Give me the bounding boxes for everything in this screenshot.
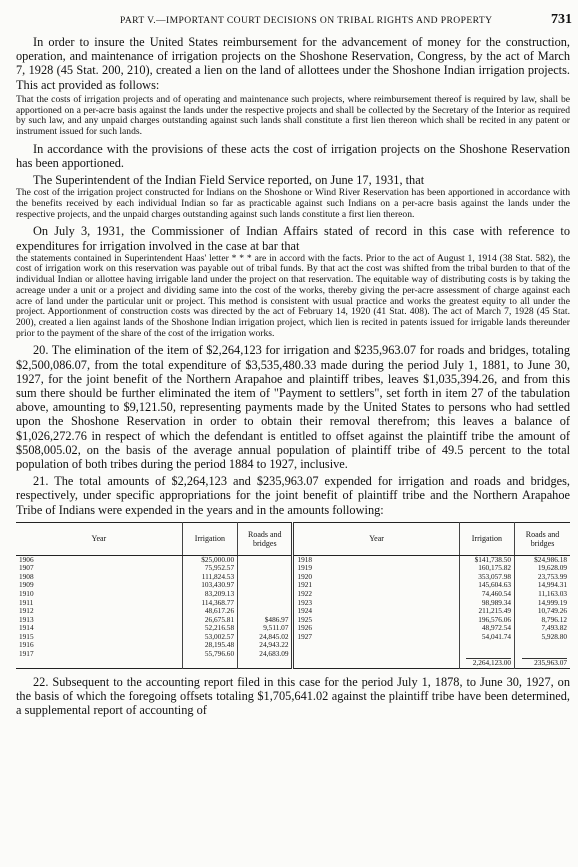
roads-cell: 5,928.80 — [515, 633, 570, 642]
irrigation-cell: 98,989.34 — [459, 599, 514, 608]
col-header-irrigation: Irrigation — [182, 522, 237, 555]
quote-superintendent: The cost of the irrigation project constructed for Indians on the Shoshone or Wind River Reservation has been apportioned in accordance with the benefits received by each individual Indian so far as practicable against such Indians on a per-acre basis against the lands under the respective projects, and the unpaid charges outstanding against such lands constitute a first lien thereon. — [16, 187, 570, 220]
year-cell: 1908 — [19, 571, 34, 581]
total-roads: 235,963.07 — [522, 658, 567, 668]
year-cell: 1917 — [19, 648, 34, 658]
irrigation-cell: 103,430.97 — [182, 581, 237, 590]
year-cell: 1923 — [293, 599, 459, 608]
roads-cell: 24,845.02 — [238, 633, 293, 642]
irrigation-cell: 75,952.57 — [182, 564, 237, 573]
irrigation-cell: 111,824.53 — [182, 573, 237, 582]
year-cell: 1926 — [293, 624, 459, 633]
irrigation-cell: 54,041.74 — [459, 633, 514, 642]
finding-20: 20. The elimination of the item of $2,264,123 for irrigation and $235,963.07 for roads and bridges, totaling $2,500,086.07, from the total expenditure of $3,535,480.33 made during the period July 1, 1881, to June 30, 1927, for the joint benefit of the Northern Arapahoe and plaintiff tribes, leaves $1,035,394.26, and from this sum there should be further eliminated the item of "Payment to settlers", set forth in item 27 of the tabulation above, amounting to $9,121.50, representing payments made by the United States to persons who had settled upon the Shoshone Reservation in order to obtain their removal therefrom; this leaves a balance of $1,026,272.76 in respect of which the defendant is entitled to offset against the plaintiff tribe the amount of $508,005.02, on the basis of the average annual population of plaintiff tribe of 49.5 percent to the total population of both tribes during the period 1884 to 1927, inclusive. — [16, 343, 570, 471]
roads-cell — [238, 581, 293, 590]
roads-cell — [515, 641, 570, 650]
irrigation-cell: 53,002.57 — [182, 633, 237, 642]
year-cell: 1919 — [293, 564, 459, 573]
roads-cell: 19,628.09 — [515, 564, 570, 573]
col-header-roads: Roads and bridges — [515, 522, 570, 555]
table-row — [16, 641, 570, 650]
roads-cell — [238, 555, 293, 564]
roads-cell: 24,683.09 — [238, 650, 293, 659]
year-cell: 1912 — [19, 606, 34, 616]
roads-cell — [515, 650, 570, 659]
table-header-row — [16, 522, 570, 555]
roads-cell — [238, 573, 293, 582]
year-cell: 1922 — [293, 590, 459, 599]
year-cell: 1924 — [293, 607, 459, 616]
table-body — [16, 555, 570, 668]
irrigation-cell: 55,796.60 — [182, 650, 237, 659]
irrigation-cell: 52,216.58 — [182, 624, 237, 633]
irrigation-cell: 83,209.13 — [182, 590, 237, 599]
roads-cell: 23,753.99 — [515, 573, 570, 582]
roads-cell: 24,943.22 — [238, 641, 293, 650]
empty-cell — [16, 658, 182, 668]
table-total-row — [16, 658, 570, 668]
col-header-year: Year — [293, 522, 459, 555]
year-cell: 1913 — [19, 614, 34, 624]
year-cell: 1907 — [19, 563, 34, 573]
irrigation-cell: 114,368.77 — [182, 599, 237, 608]
irrigation-cell: 28,195.48 — [182, 641, 237, 650]
expenditure-table — [16, 522, 570, 669]
table-row — [16, 633, 570, 642]
roads-cell: $24,986.18 — [515, 555, 570, 564]
paragraph-lien-act: In order to insure the United States reimbursement for the advancement of money for the construction, operation, and maintenance of irrigation projects on the Shoshone Reservation, Congress, by the act of March 7, 1928 (45 Stat. 200, 210), created a lien on the land of allottees under the Shoshone Indian irrigation projects. This act provided as follows: — [16, 35, 570, 92]
total-roads-cell — [515, 658, 570, 668]
finding-22: 22. Subsequent to the accounting report filed in this case for the period July 1, 1878, to June 30, 1927, on the basis of which the foregoing offsets totaling $1,705,641.02 against the plaintiff tribe have been determined, a supplemental report of accounting of — [16, 674, 570, 718]
paragraph-superintendent: The Superintendent of the Indian Field Service reported, on June 17, 1931, that — [33, 173, 425, 188]
total-irrigation: 2,264,123.00 — [466, 658, 511, 668]
irrigation-cell: 353,057.98 — [459, 573, 514, 582]
total-irrigation-cell — [459, 658, 514, 668]
roads-cell — [238, 599, 293, 608]
irrigation-cell — [459, 641, 514, 650]
col-header-roads: Roads and bridges — [238, 522, 293, 555]
empty-cell — [182, 658, 237, 668]
irrigation-cell: 74,460.54 — [459, 590, 514, 599]
roads-cell: 9,511.07 — [238, 624, 293, 633]
roads-cell: 10,749.26 — [515, 607, 570, 616]
year-cell: 1910 — [19, 589, 34, 598]
year-cell — [293, 641, 459, 650]
year-cell — [293, 650, 459, 659]
page-body — [16, 35, 570, 721]
roads-cell — [238, 590, 293, 599]
quote-act-text: That the costs of irrigation projects and of operating and maintenance such projects, where reimbursement thereof is required by law, shall be apportioned on a per-acre basis against the lands under the respective projects and shall be collected by the Secretary of the Interior as required by such law, and any unpaid charges outstanding against such lands shall constitute a first lien thereon which shall be recited in any patent or instrument issued for such lands. — [16, 93, 570, 137]
irrigation-cell — [459, 650, 514, 659]
roads-cell: 11,163.03 — [515, 590, 570, 599]
paragraph-commissioner: On July 3, 1931, the Commissioner of Indian Affairs stated of record in this case with reference to expenditures for irrigation involved in the case at bar that — [16, 224, 570, 253]
year-cell: 1925 — [293, 616, 459, 625]
page-number: 731 — [551, 12, 572, 27]
empty-cell — [293, 658, 459, 668]
year-cell: 1915 — [19, 631, 34, 641]
year-cell: 1911 — [19, 597, 34, 607]
roads-cell: $486.97 — [238, 616, 293, 625]
irrigation-cell: $25,000.00 — [182, 555, 237, 564]
year-cell: 1909 — [19, 580, 34, 590]
irrigation-cell: 48,972.54 — [459, 624, 514, 633]
irrigation-cell: 26,675.81 — [182, 616, 237, 625]
irrigation-cell: 48,617.26 — [182, 607, 237, 616]
col-header-irrigation: Irrigation — [459, 522, 514, 555]
irrigation-cell: 211,215.49 — [459, 607, 514, 616]
paragraph-apportioned: In accordance with the provisions of these acts the cost of irrigation projects on the Shoshone Reservation has been apportioned. — [16, 141, 570, 170]
empty-cell — [238, 658, 293, 668]
year-cell: 1906 — [19, 554, 34, 564]
irrigation-cell: 160,175.82 — [459, 564, 514, 573]
roads-cell: 14,994.31 — [515, 581, 570, 590]
roads-cell: 14,999.19 — [515, 599, 570, 608]
year-cell: 1914 — [19, 623, 34, 633]
year-cell: 1921 — [293, 581, 459, 590]
page-header — [120, 12, 572, 32]
year-cell: 1916 — [19, 640, 34, 650]
roads-cell: 7,493.82 — [515, 624, 570, 633]
quote-commissioner: the statements contained in Superintendent Haas' letter * * * are in accord with the facts. Prior to the act of August 1, 1914 (38 Stat. 582), the cost of irrigation work on this reservation was payable out of tribal funds. By that act the cost was shifted from the tribal burden to that of the individual Indian or allottee having irrigable land under the project on that reservation. The equitable way of distributing costs is by taking the acreage under a unit or a project and dividing same into the cost of the works, thereby giving the per-acre assessment of charge against each acre of land under the particular unit or project. This method is consistent with usual practice and works the greatest equity to all under the project. Apportionment of construction costs was directed by the act of February 14, 1920 (41 Stat. 408). The act of March 7, 1928 (45 Stat. 200), created a lien against lands of the Shoshone Indian irrigation project, which lien is recited in patents issued for irrigable lands thereunder prior to the payment of the share of the cost of the irrigation works. — [16, 252, 570, 339]
finding-21: 21. The total amounts of $2,264,123 and $235,963.07 expended for irrigation and roads and bridges, respectively, under specific appropriations for the joint benefit of plaintiff tribe and the Northern Arapahoe Tribe of Indians were expended in the years and in the amounts following: — [16, 474, 570, 517]
table-row — [16, 650, 570, 659]
roads-cell — [238, 564, 293, 573]
year-cell: 1918 — [293, 555, 459, 564]
irrigation-cell: 145,604.63 — [459, 581, 514, 590]
year-cell: 1927 — [293, 633, 459, 642]
col-header-year: Year — [16, 522, 182, 555]
running-title: PART V.—IMPORTANT COURT DECISIONS ON TRIBAL RIGHTS AND PROPERTY — [120, 15, 493, 26]
irrigation-cell: $141,738.50 — [459, 555, 514, 564]
irrigation-cell: 196,576.06 — [459, 616, 514, 625]
year-cell: 1920 — [293, 573, 459, 582]
roads-cell: 8,796.12 — [515, 616, 570, 625]
